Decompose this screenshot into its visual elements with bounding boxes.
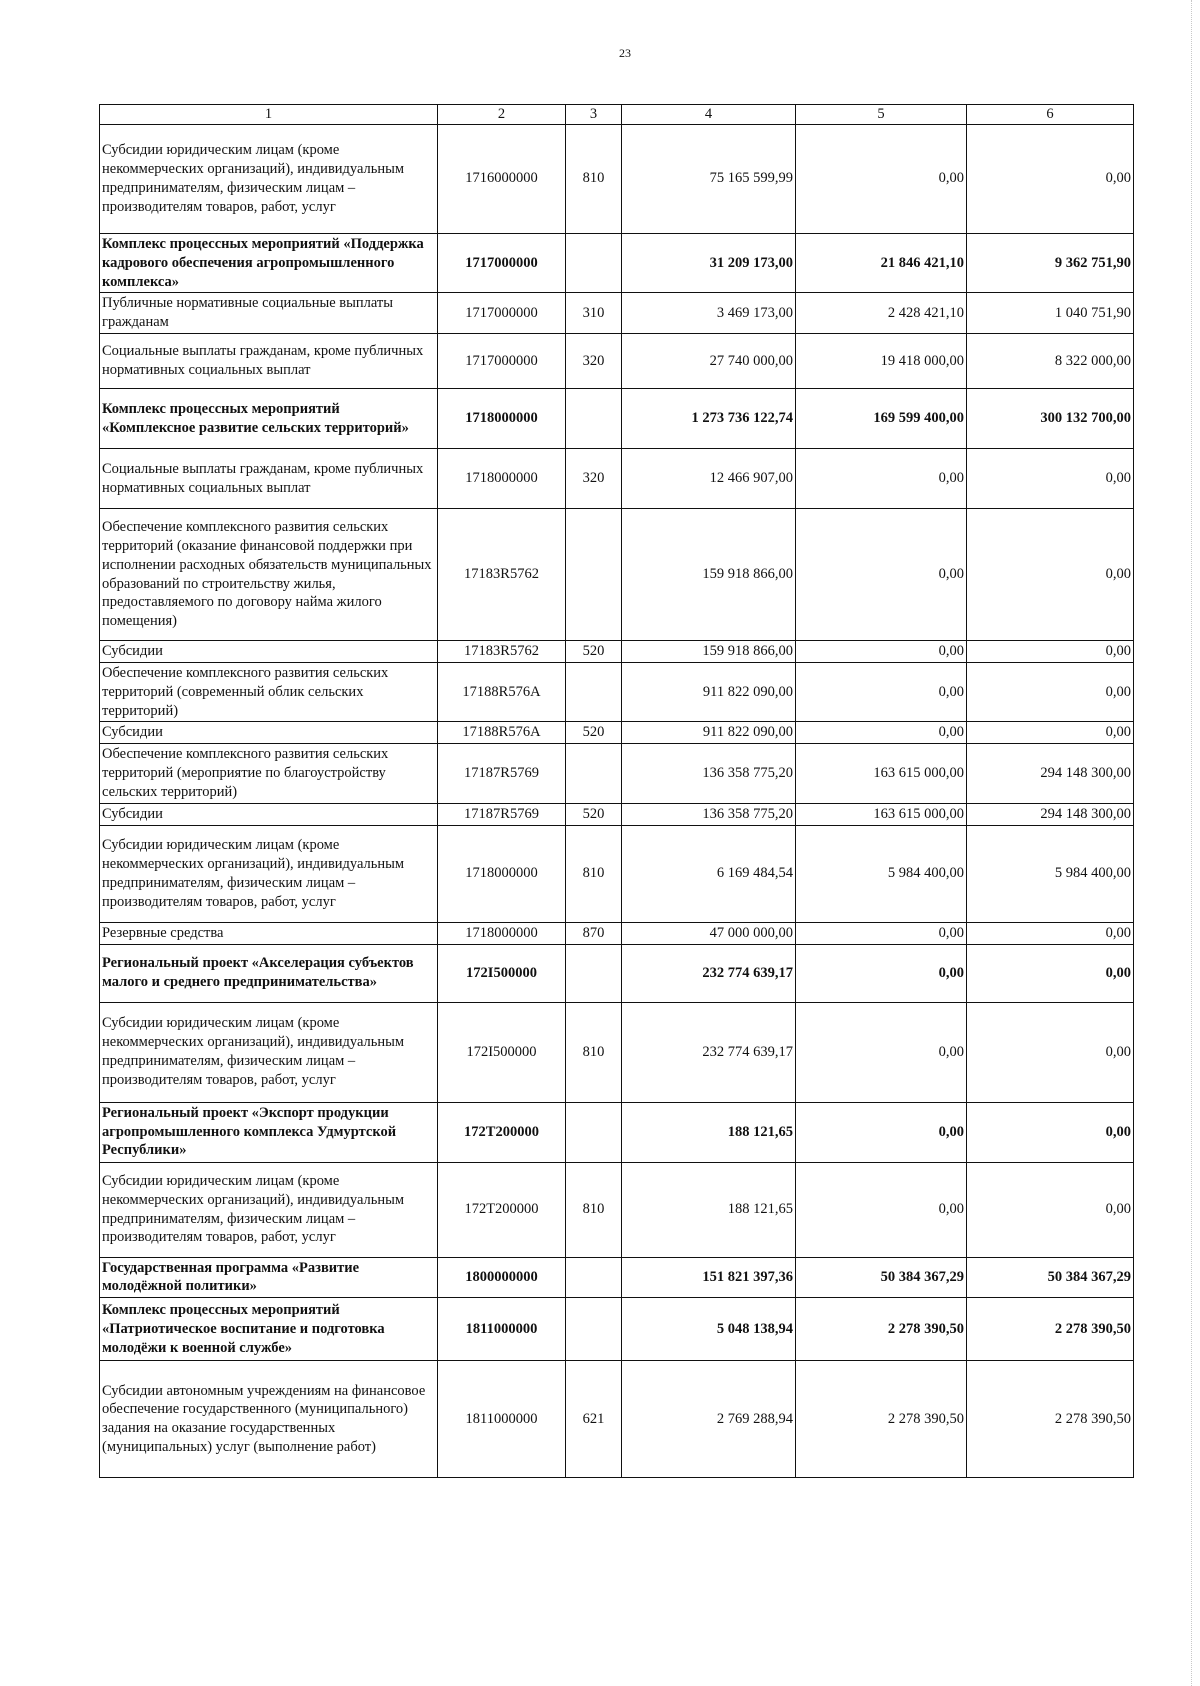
target-code-cell: 172T200000 (438, 1162, 566, 1257)
row-name-cell: Региональный проект «Экспорт продукции агропромышленного комплекса Удмуртской Республики» (100, 1102, 438, 1162)
expense-type-cell (566, 662, 622, 722)
row-name-cell: Комплекс процессных мероприятий «Поддержка кадрового обеспечения агропромышленного комплекса» (100, 233, 438, 293)
target-code-cell: 17183R5762 (438, 509, 566, 641)
row-name-cell: Обеспечение комплексного развития сельских территорий (современный облик сельских территорий) (100, 662, 438, 722)
target-code-cell: 1718000000 (438, 825, 566, 922)
target-code-cell: 1718000000 (438, 449, 566, 509)
table-row (100, 744, 1134, 804)
expense-type-cell (566, 233, 622, 293)
target-code-cell: 172I500000 (438, 1002, 566, 1102)
amount-cell: 2 428 421,10 (796, 293, 967, 334)
amount-cell: 0,00 (967, 1002, 1134, 1102)
amount-cell: 159 918 866,00 (622, 641, 796, 663)
amount-cell: 0,00 (967, 124, 1134, 233)
row-name-cell: Субсидии юридическим лицам (кроме некоммерческих организаций), индивидуальным предпринимателям, физическим лицам – производителям товаров, работ, услуг (100, 1002, 438, 1102)
expense-type-cell (566, 944, 622, 1002)
row-name-cell: Субсидии юридическим лицам (кроме некоммерческих организаций), индивидуальным предпринимателям, физическим лицам – производителям товаров, работ, услуг (100, 825, 438, 922)
amount-cell: 159 918 866,00 (622, 509, 796, 641)
amount-cell: 2 769 288,94 (622, 1361, 796, 1478)
target-code-cell: 17187R5769 (438, 744, 566, 804)
target-code-cell: 17187R5769 (438, 803, 566, 825)
amount-cell: 151 821 397,36 (622, 1257, 796, 1298)
amount-cell: 0,00 (967, 662, 1134, 722)
table-row (100, 509, 1134, 641)
table-header-row (100, 105, 1134, 125)
row-name-cell: Публичные нормативные социальные выплаты гражданам (100, 293, 438, 334)
target-code-cell: 1811000000 (438, 1361, 566, 1478)
expense-type-cell: 810 (566, 825, 622, 922)
target-code-cell: 1717000000 (438, 293, 566, 334)
row-name-cell: Субсидии юридическим лицам (кроме некоммерческих организаций), индивидуальным предпринимателям, физическим лицам – производителям товаров, работ, услуг (100, 1162, 438, 1257)
amount-cell: 3 469 173,00 (622, 293, 796, 334)
amount-cell: 0,00 (796, 509, 967, 641)
page-number: 23 (619, 46, 631, 60)
amount-cell: 27 740 000,00 (622, 334, 796, 389)
amount-cell: 169 599 400,00 (796, 389, 967, 449)
amount-cell: 300 132 700,00 (967, 389, 1134, 449)
row-name-cell: Резервные средства (100, 922, 438, 944)
amount-cell: 232 774 639,17 (622, 944, 796, 1002)
amount-cell: 21 846 421,10 (796, 233, 967, 293)
expense-type-cell: 310 (566, 293, 622, 334)
amount-cell: 5 984 400,00 (967, 825, 1134, 922)
row-name-cell: Комплекс процессных мероприятий «Патриотическое воспитание и подготовка молодёжи к военной службе» (100, 1298, 438, 1361)
row-name-cell: Социальные выплаты гражданам, кроме публичных нормативных социальных выплат (100, 334, 438, 389)
amount-cell: 0,00 (967, 944, 1134, 1002)
budget-table (99, 104, 1134, 1478)
amount-cell: 911 822 090,00 (622, 722, 796, 744)
row-name-cell: Социальные выплаты гражданам, кроме публичных нормативных социальных выплат (100, 449, 438, 509)
amount-cell: 0,00 (967, 722, 1134, 744)
amount-cell: 294 148 300,00 (967, 744, 1134, 804)
amount-cell: 294 148 300,00 (967, 803, 1134, 825)
amount-cell: 5 048 138,94 (622, 1298, 796, 1361)
table-row (100, 825, 1134, 922)
table-row (100, 803, 1134, 825)
column-header: 6 (967, 105, 1134, 125)
amount-cell: 0,00 (796, 1102, 967, 1162)
table-row (100, 641, 1134, 663)
amount-cell: 0,00 (967, 641, 1134, 663)
amount-cell: 0,00 (796, 641, 967, 663)
scan-edge (1190, 0, 1192, 1686)
table-row (100, 334, 1134, 389)
amount-cell: 19 418 000,00 (796, 334, 967, 389)
table-row (100, 722, 1134, 744)
expense-type-cell (566, 1257, 622, 1298)
target-code-cell: 1811000000 (438, 1298, 566, 1361)
table-row (100, 944, 1134, 1002)
amount-cell: 2 278 390,50 (967, 1361, 1134, 1478)
expense-type-cell: 810 (566, 1162, 622, 1257)
column-header: 1 (100, 105, 438, 125)
target-code-cell: 1717000000 (438, 233, 566, 293)
target-code-cell: 1718000000 (438, 389, 566, 449)
amount-cell: 1 273 736 122,74 (622, 389, 796, 449)
expense-type-cell (566, 389, 622, 449)
amount-cell: 31 209 173,00 (622, 233, 796, 293)
table-row (100, 389, 1134, 449)
row-name-cell: Субсидии (100, 641, 438, 663)
amount-cell: 47 000 000,00 (622, 922, 796, 944)
target-code-cell: 1716000000 (438, 124, 566, 233)
table-row (100, 1257, 1134, 1298)
expense-type-cell: 520 (566, 722, 622, 744)
table-row (100, 1361, 1134, 1478)
amount-cell: 6 169 484,54 (622, 825, 796, 922)
target-code-cell: 1718000000 (438, 922, 566, 944)
expense-type-cell: 810 (566, 124, 622, 233)
expense-type-cell: 870 (566, 922, 622, 944)
table-row (100, 1002, 1134, 1102)
expense-type-cell: 320 (566, 334, 622, 389)
row-name-cell: Субсидии автономным учреждениям на финансовое обеспечение государственного (муниципального) задания на оказание государственных (муниципальных) услуг (выполнение работ) (100, 1361, 438, 1478)
table-row (100, 1298, 1134, 1361)
amount-cell: 2 278 390,50 (796, 1298, 967, 1361)
expense-type-cell: 520 (566, 803, 622, 825)
expense-type-cell (566, 509, 622, 641)
target-code-cell: 17188R576A (438, 722, 566, 744)
row-name-cell: Комплекс процессных мероприятий «Комплексное развитие сельских территорий» (100, 389, 438, 449)
table-row (100, 1162, 1134, 1257)
amount-cell: 188 121,65 (622, 1162, 796, 1257)
target-code-cell: 172I500000 (438, 944, 566, 1002)
expense-type-cell: 520 (566, 641, 622, 663)
target-code-cell: 17188R576A (438, 662, 566, 722)
table-row (100, 293, 1134, 334)
expense-type-cell: 621 (566, 1361, 622, 1478)
expense-type-cell (566, 744, 622, 804)
target-code-cell: 17183R5762 (438, 641, 566, 663)
amount-cell: 163 615 000,00 (796, 744, 967, 804)
amount-cell: 0,00 (967, 1102, 1134, 1162)
amount-cell: 0,00 (796, 944, 967, 1002)
target-code-cell: 172T200000 (438, 1102, 566, 1162)
row-name-cell: Субсидии (100, 722, 438, 744)
amount-cell: 5 984 400,00 (796, 825, 967, 922)
row-name-cell: Субсидии юридическим лицам (кроме некоммерческих организаций), индивидуальным предпринимателям, физическим лицам – производителям товаров, работ, услуг (100, 124, 438, 233)
amount-cell: 50 384 367,29 (796, 1257, 967, 1298)
amount-cell: 2 278 390,50 (967, 1298, 1134, 1361)
amount-cell: 163 615 000,00 (796, 803, 967, 825)
amount-cell: 0,00 (796, 922, 967, 944)
amount-cell: 0,00 (796, 124, 967, 233)
row-name-cell: Обеспечение комплексного развития сельских территорий (оказание финансовой поддержки при исполнении расходных обязательств муниципальных образований по строительству жилья, предоставляемого по договору найма жилого помещения) (100, 509, 438, 641)
expense-type-cell: 810 (566, 1002, 622, 1102)
table-row (100, 124, 1134, 233)
amount-cell: 0,00 (796, 1162, 967, 1257)
amount-cell: 2 278 390,50 (796, 1361, 967, 1478)
amount-cell: 0,00 (796, 722, 967, 744)
amount-cell: 0,00 (967, 449, 1134, 509)
row-name-cell: Государственная программа «Развитие молодёжной политики» (100, 1257, 438, 1298)
amount-cell: 12 466 907,00 (622, 449, 796, 509)
target-code-cell: 1800000000 (438, 1257, 566, 1298)
row-name-cell: Обеспечение комплексного развития сельских территорий (мероприятие по благоустройству сельских территорий) (100, 744, 438, 804)
expense-type-cell: 320 (566, 449, 622, 509)
amount-cell: 136 358 775,20 (622, 744, 796, 804)
amount-cell: 0,00 (796, 449, 967, 509)
amount-cell: 188 121,65 (622, 1102, 796, 1162)
column-header: 4 (622, 105, 796, 125)
amount-cell: 0,00 (967, 922, 1134, 944)
amount-cell: 8 322 000,00 (967, 334, 1134, 389)
row-name-cell: Региональный проект «Акселерация субъектов малого и среднего предпринимательства» (100, 944, 438, 1002)
table-row (100, 1102, 1134, 1162)
column-header: 5 (796, 105, 967, 125)
table-row (100, 662, 1134, 722)
table-row (100, 922, 1134, 944)
amount-cell: 1 040 751,90 (967, 293, 1134, 334)
row-name-cell: Субсидии (100, 803, 438, 825)
target-code-cell: 1717000000 (438, 334, 566, 389)
column-header: 3 (566, 105, 622, 125)
amount-cell: 50 384 367,29 (967, 1257, 1134, 1298)
amount-cell: 0,00 (967, 1162, 1134, 1257)
table-row (100, 449, 1134, 509)
amount-cell: 232 774 639,17 (622, 1002, 796, 1102)
amount-cell: 9 362 751,90 (967, 233, 1134, 293)
amount-cell: 0,00 (796, 662, 967, 722)
amount-cell: 0,00 (796, 1002, 967, 1102)
column-header: 2 (438, 105, 566, 125)
expense-type-cell (566, 1102, 622, 1162)
amount-cell: 75 165 599,99 (622, 124, 796, 233)
amount-cell: 0,00 (967, 509, 1134, 641)
amount-cell: 136 358 775,20 (622, 803, 796, 825)
expense-type-cell (566, 1298, 622, 1361)
table-row (100, 233, 1134, 293)
amount-cell: 911 822 090,00 (622, 662, 796, 722)
